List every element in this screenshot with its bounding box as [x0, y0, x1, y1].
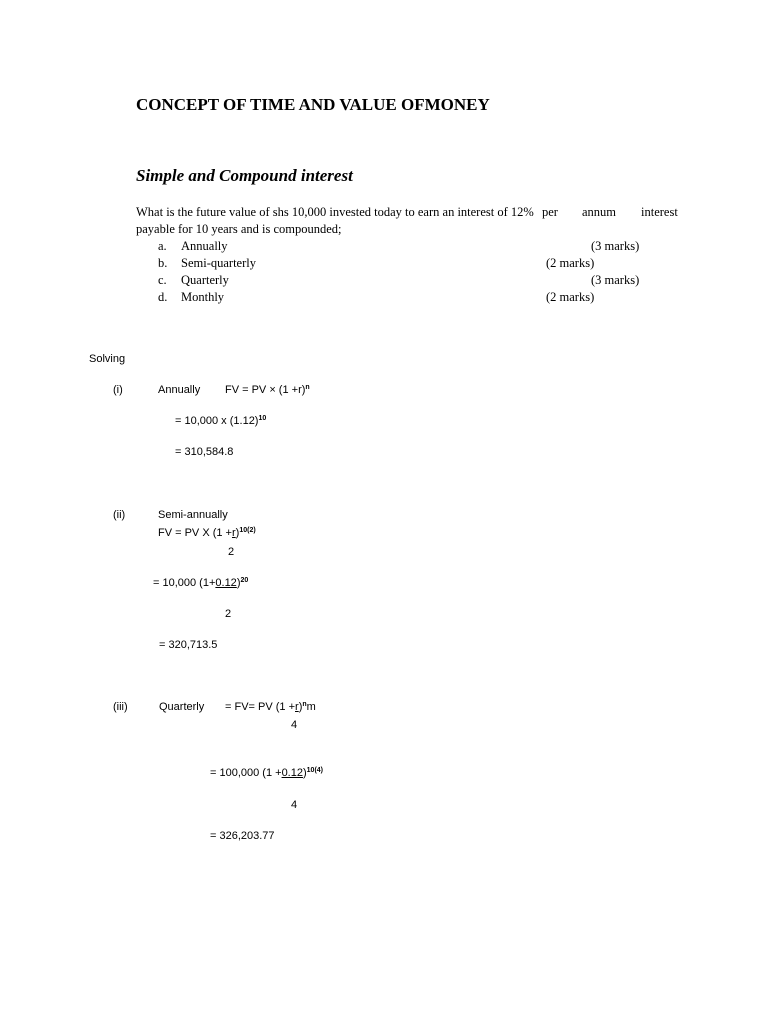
calculation-result: = 326,203.77 — [210, 830, 275, 842]
calculation-denominator: 2 — [225, 608, 232, 620]
list-item-letter: c. — [158, 273, 167, 287]
list-item-letter: a. — [158, 239, 167, 253]
calculation-result: = 310,584.8 — [175, 446, 234, 458]
list-item-label: Quarterly — [181, 273, 229, 287]
list-item-label: Monthly — [181, 290, 225, 304]
calculation-step: = 100,000 $(1 +0.12)^{10(4)}$ — [210, 767, 323, 779]
list-item-marks: (2 marks) — [546, 290, 595, 304]
formula: FV = PV × $(1 +r)^n$ — [225, 384, 310, 396]
list-item-label: Semi-quarterly — [181, 256, 256, 270]
calculation-result: = 320,713.5 — [159, 639, 218, 651]
formula-denominator: 2 — [228, 546, 235, 558]
question-word-annum: annum — [582, 205, 617, 219]
solution-label: Quarterly — [159, 701, 205, 713]
question-line-2: payable for 10 years and is compounded; — [136, 222, 342, 236]
calculation-step: = 10,000 $(1+0.12)^{20}$ — [153, 577, 249, 589]
page-title: CONCEPT OF TIME AND VALUE OFMONEY — [136, 95, 490, 114]
question-word-interest: interest — [641, 205, 678, 219]
question-word-per: per — [542, 205, 558, 219]
calculation-denominator: 4 — [291, 799, 298, 811]
formula: = FV= PV $(1 +r)^nm$ — [225, 701, 316, 713]
section-subtitle: Simple and Compound interest — [136, 166, 353, 185]
solution-number: (ii) — [113, 509, 126, 521]
solution-number: (i) — [113, 384, 123, 396]
solution-label: Annually — [158, 384, 201, 396]
list-item-letter: b. — [158, 256, 168, 270]
formula: FV = PV X $(1 +r)^{10(2)}$ — [158, 527, 256, 539]
solution-number: (iii) — [113, 701, 128, 713]
list-item-marks: (2 marks) — [546, 256, 595, 270]
list-item-label: Annually — [181, 239, 228, 253]
calculation-step: = 10,000 x $(1.12)^{10}$ — [175, 415, 267, 427]
list-item-letter: d. — [158, 290, 168, 304]
formula-denominator: 4 — [291, 719, 298, 731]
list-item-marks: (3 marks) — [591, 273, 640, 287]
list-item-marks: (3 marks) — [591, 239, 640, 253]
solution-label: Semi-annually — [158, 509, 228, 521]
solving-heading: Solving — [89, 353, 126, 365]
question-line-1: What is the future value of shs 10,000 invested today to earn an interest of 12% — [136, 205, 534, 219]
